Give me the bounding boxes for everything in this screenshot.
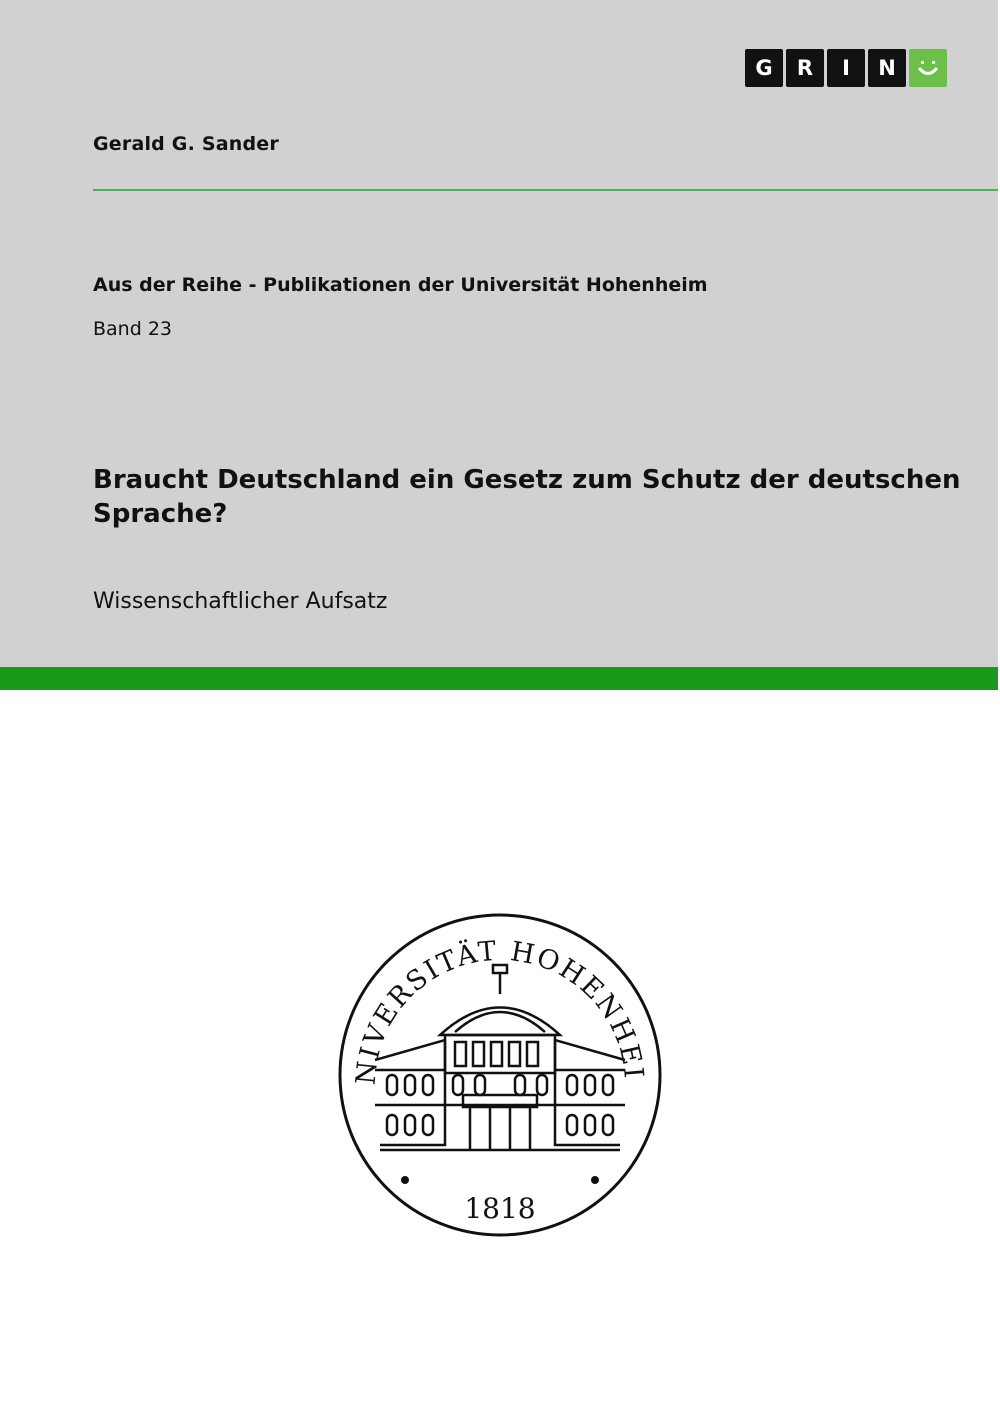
seal-institution-text: NIVERSITÄT HOHENHEI	[350, 935, 649, 1087]
logo-letter-r: R	[786, 49, 824, 87]
document-type: Wissenschaftlicher Aufsatz	[93, 589, 388, 614]
book-title: Braucht Deutschland ein Gesetz zum Schutz der deutschen Sprache?	[93, 465, 961, 529]
series-title: Aus der Reihe - Publikationen der Universität Hohenheim	[93, 274, 708, 296]
divider	[93, 189, 998, 191]
grin-logo	[745, 49, 947, 87]
logo-letter-n: N	[868, 49, 906, 87]
logo-letter-i: I	[827, 49, 865, 87]
author-name: Gerald G. Sander	[93, 133, 279, 155]
accent-band	[0, 667, 998, 690]
smiley-icon	[909, 49, 947, 87]
volume-number: Band 23	[93, 318, 172, 340]
logo-letter-g: G	[745, 49, 783, 87]
university-seal-icon	[335, 910, 665, 1240]
seal-year: 1818	[464, 1192, 536, 1225]
